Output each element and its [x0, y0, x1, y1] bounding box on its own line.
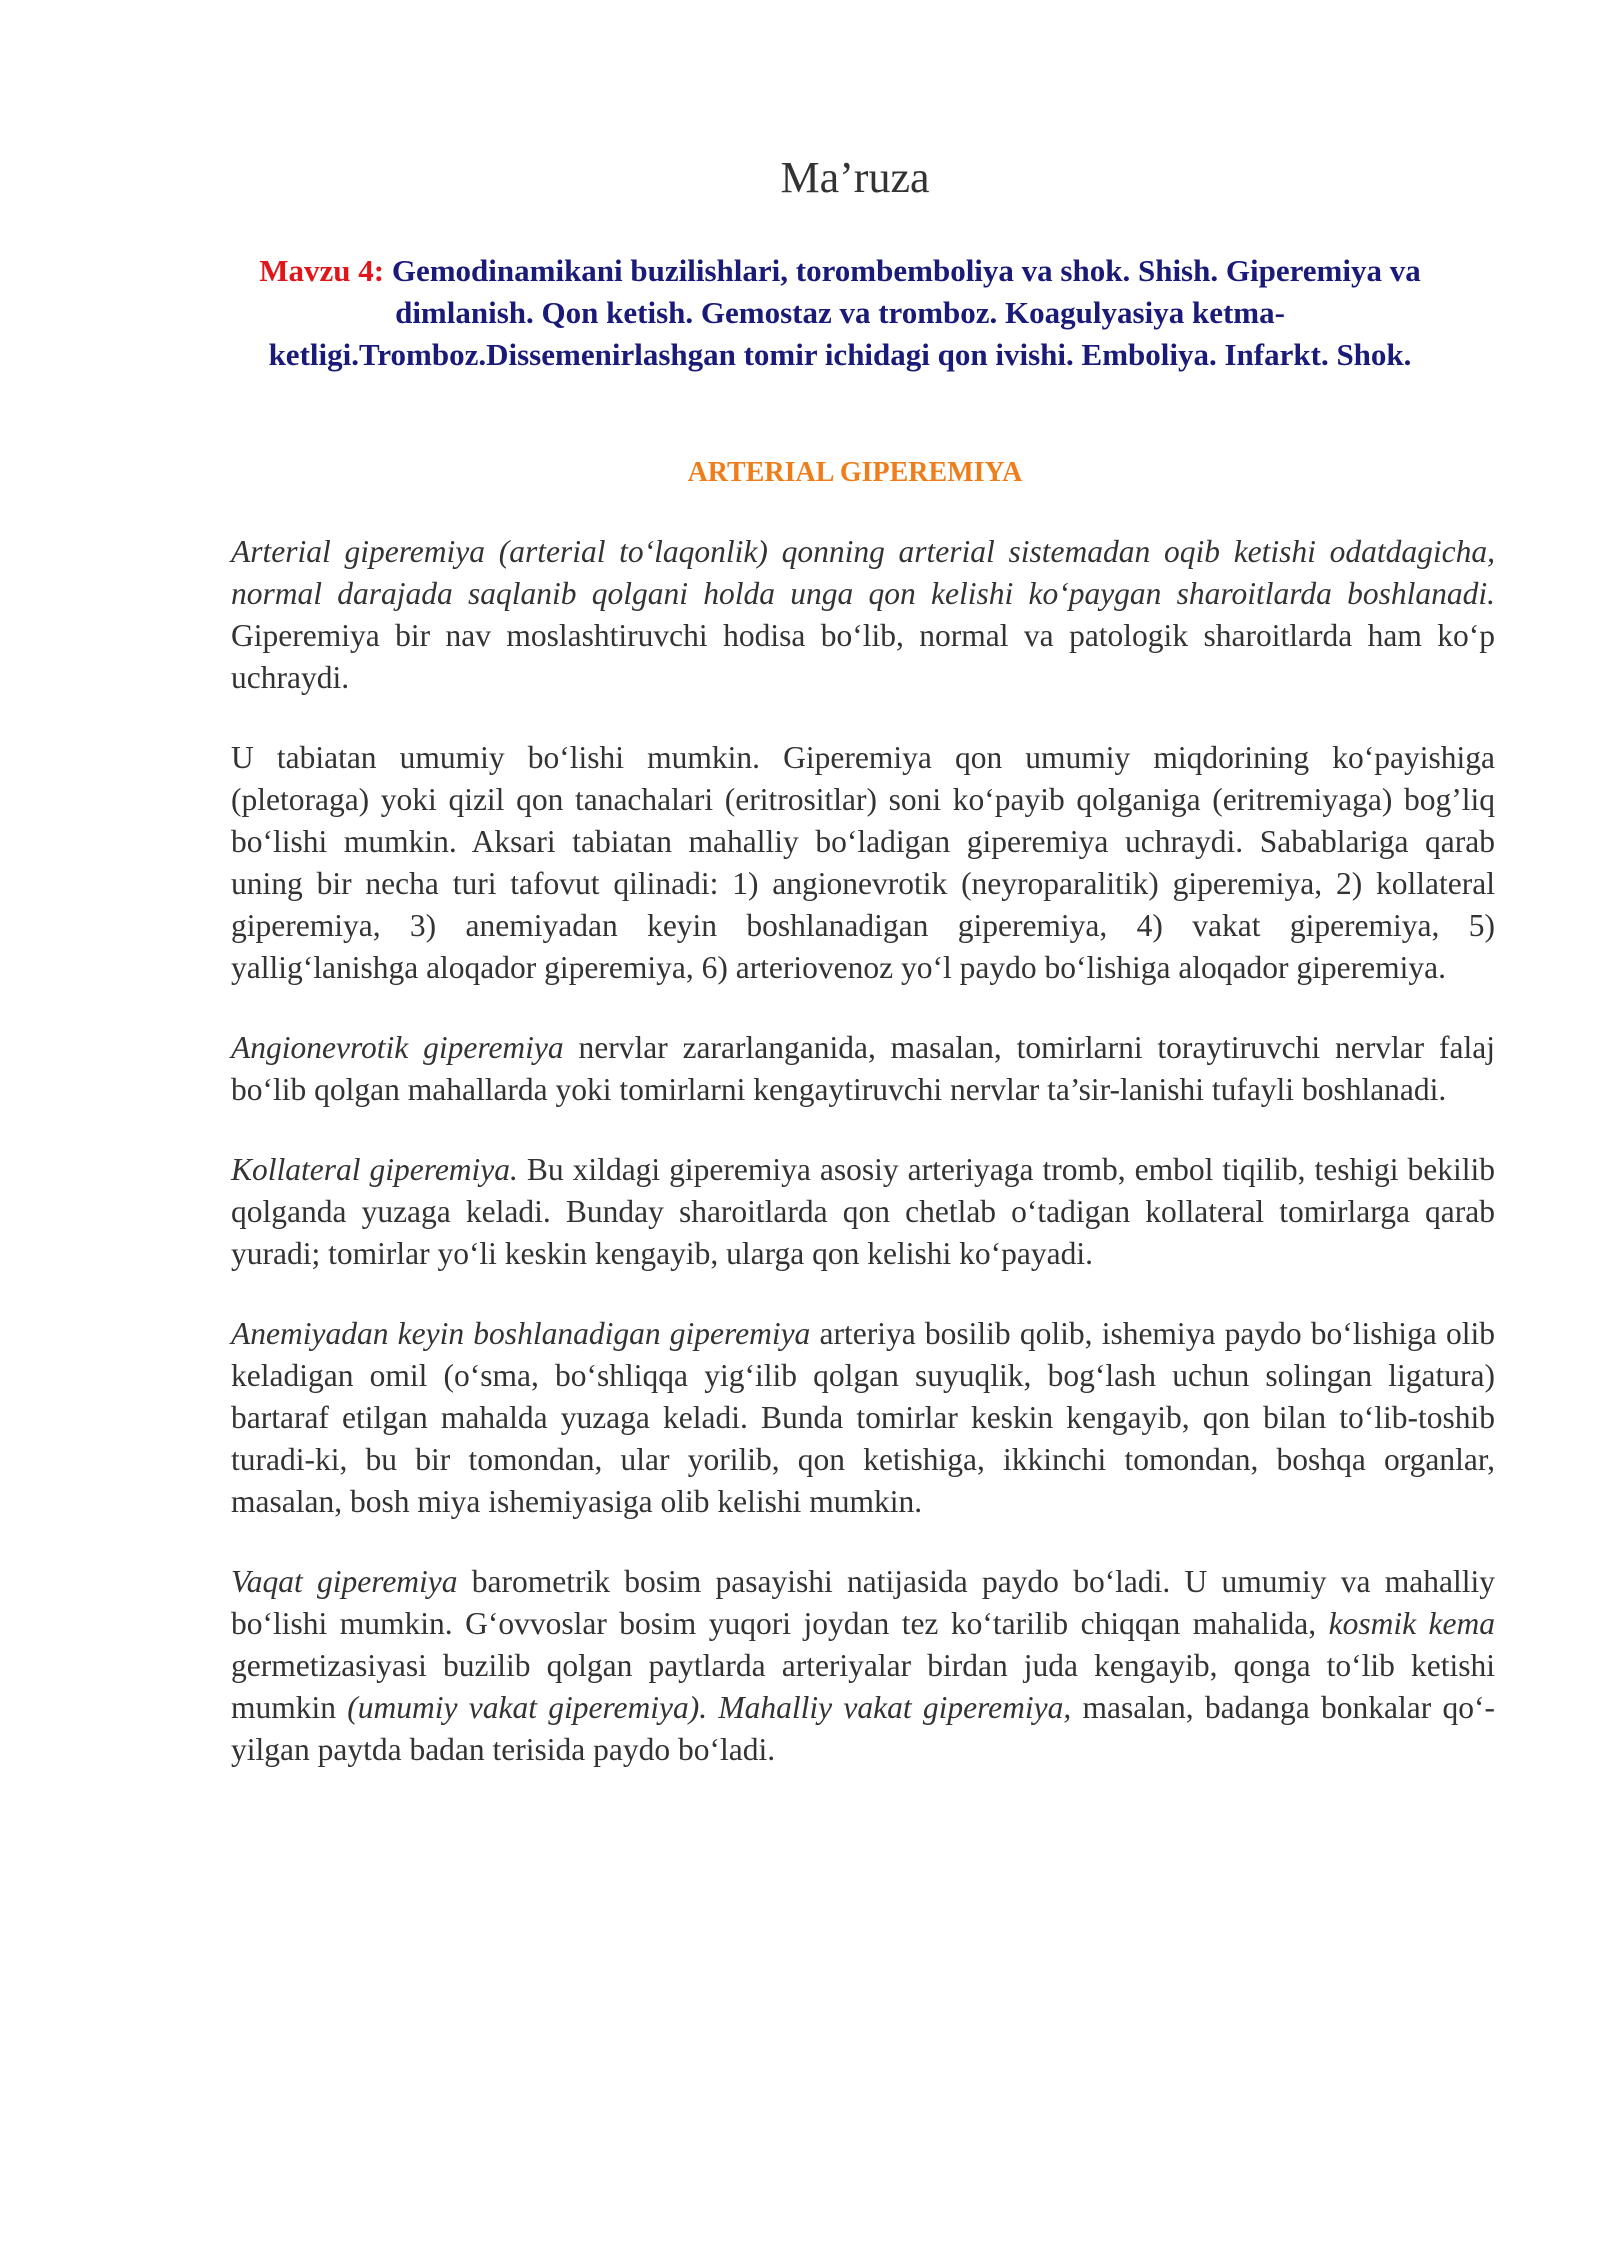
- paragraph-italic-term: kosmik kema: [1328, 1606, 1496, 1641]
- paragraph-italic-lead: Kollateral giperemiya.: [231, 1152, 518, 1187]
- paragraph-italic-term: (umumiy vakat giperemiya). Mahalliy vakat giperemiya,: [347, 1690, 1072, 1725]
- topic-prefix: Mavzu 4:: [259, 253, 385, 288]
- paragraph-text: nervlar zararlanganida, masalan, tomirlarni toraytiruvchi nervlar falaj boʻlib qolgan mahallarda yoki tomirlarni kengaytiruvchi nervlar ta’sir-lanishi tufayli boshlanadi.: [231, 1030, 1495, 1107]
- paragraph-text: Bu xildagi giperemiya asosiy arteriyaga tromb, embol tiqilib, teshigi bekilib qolganda yuzaga keladi. Bunday sharoitlarda qon chetlab oʻtadigan kollateral tomirlarga qarab yuradi; tomirlar yoʻli keskin kengayib, ularga qon kelishi koʻpayadi.: [231, 1152, 1495, 1271]
- document-title: Ma’ruza: [780, 153, 930, 202]
- paragraph-italic-lead: Arterial giperemiya (arterial toʻlaqonlik) qonning arterial sistemadan oqib ketishi odatdagicha, normal darajada saqlanib qolgani holda unga qon kelishi koʻpaygan sharoitlarda boshlanadi.: [231, 534, 1495, 611]
- paragraph-text: Giperemiya bir nav moslashtiruvchi hodisa boʻlib, normal va patologik sharoitlarda ham koʻp uchraydi.: [231, 618, 1495, 695]
- paragraph-vakat: [231, 1561, 1495, 1771]
- paragraph-text: germetizasiyasi buzilib qolgan paytlarda arteriyalar birdan juda kengayib, qonga toʻlib ketishi mumkin: [231, 1648, 1495, 1725]
- section-heading: ARTERIAL GIPEREMIYA: [687, 457, 1023, 488]
- document-body: [231, 531, 1495, 1809]
- paragraph-types: [231, 737, 1495, 989]
- paragraph-text: masalan, badanga bonkalar qoʻ-yilgan paytda badan terisida paydo boʻladi.: [231, 1690, 1495, 1767]
- paragraph-text: barometrik bosim pasayishi natijasida paydo boʻladi. U umumiy va mahalliy boʻlishi mumkin. Gʻovvoslar bosim yuqori joydan tez koʻtarilib chiqqan mahalida,: [231, 1564, 1495, 1641]
- topic-heading: [240, 250, 1440, 376]
- paragraph-text: U tabiatan umumiy boʻlishi mumkin. Giperemiya qon umumiy miqdorining koʻpayishiga (pletoraga) yoki qizil qon tanachalari (eritrositlar) soni koʻpayib qolganiga (eritremiyaga) bog’liq boʻlishi mumkin. Aksari tabiatan mahalliy boʻladigan giperemiya uchraydi. Sabablariga qarab uning bir necha turi tafovut qilinadi: 1) angionevrotik (neyroparalitik) giperemiya, 2) kollateral giperemiya, 3) anemiyadan keyin boshlanadigan giperemiya, 4) vakat giperemiya, 5) yalligʻlanishga aloqador giperemiya, 6) arteriovenoz yoʻl paydo boʻlishiga aloqador giperemiya.: [231, 740, 1495, 985]
- paragraph-kollateral: [231, 1149, 1495, 1275]
- paragraph-angionevrotik: [231, 1027, 1495, 1111]
- paragraph-anemiyadan: [231, 1313, 1495, 1523]
- paragraph-italic-lead: Anemiyadan keyin boshlanadigan giperemiya: [231, 1316, 811, 1351]
- paragraph-text: arteriya bosilib qolib, ishemiya paydo boʻlishiga olib keladigan omil (oʻsma, boʻshliqqa yigʻilib qolgan suyuqlik, bogʻlash uchun solingan ligatura) bartaraf etilgan mahalda yuzaga keladi. Bunda tomirlar keskin kengayib, qon bilan toʻlib-toshib turadi-ki, bu bir tomondan, ular yorilib, qon ketishiga, ikkinchi tomondan, boshqa organlar, masalan, bosh miya ishemiyasiga olib kelishi mumkin.: [231, 1316, 1495, 1519]
- topic-text: Gemodinamikani buzilishlari, torombemboliya va shok. Shish. Giperemiya va dimlanish. Qon ketish. Gemostaz va tromboz. Koagulyasiya ketma-ketligi.Tromboz.Dissemenirlashgan tomir ichidagi qon ivishi. Emboliya. Infarkt. Shok.: [268, 253, 1421, 372]
- paragraph-arterial-giperemiya: [231, 531, 1495, 699]
- paragraph-italic-lead: Angionevrotik giperemiya: [231, 1030, 564, 1065]
- paragraph-italic-lead: Vaqat giperemiya: [231, 1564, 458, 1599]
